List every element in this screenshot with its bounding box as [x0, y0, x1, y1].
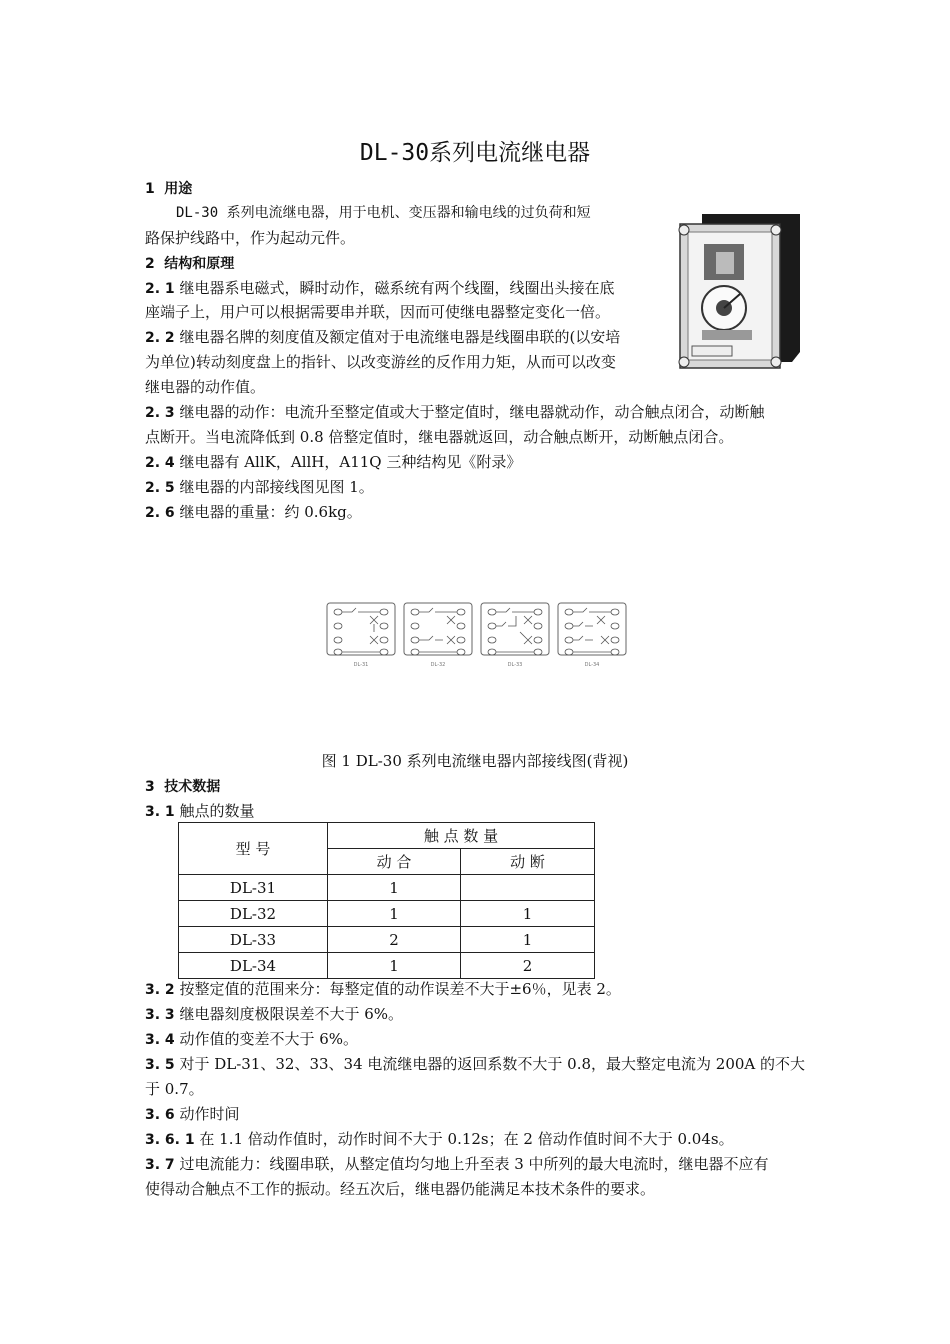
paragraph-line: 点断开。当电流降低到 0.8 倍整定值时，继电器就返回，动合触点断开，动断触点闭合。	[145, 428, 734, 446]
paragraph-line: 过电流能力：线圈串联，从整定值均匀地上升至表 3 中所列的最大电流时，继电器不应有	[174, 1155, 769, 1173]
clause-number: 2. 2	[145, 330, 175, 346]
table-header-no: 动 合	[328, 849, 461, 875]
paragraph-3-1	[145, 799, 254, 824]
paragraph-line: 座端子上，用户可以根据需要串并联，因而可使继电器整定变化一倍。	[145, 303, 611, 321]
table-row	[179, 927, 595, 953]
table-cell-model: DL-32	[179, 901, 328, 927]
section-1-heading	[145, 176, 192, 201]
clause-number: 2. 3	[145, 405, 175, 421]
table-header-model: 型 号	[179, 823, 328, 875]
paragraph-text: 按整定值的范围来分：每整定值的动作误差不大于±6％，见表 2。	[174, 980, 621, 998]
clause-number: 3. 6. 1	[145, 1132, 195, 1148]
document-title: DL-30系列电流继电器	[359, 140, 591, 166]
table-row	[179, 875, 595, 901]
paragraph-text: 继电器有 AllK，AllH，A11Q 三种结构见《附录》	[174, 453, 522, 471]
wiring-diagram-dl31	[326, 602, 396, 668]
paragraph-line: 继电器系电磁式，瞬时动作，磁系统有两个线圈，线圈出头接在底	[174, 279, 615, 297]
clause-number: 3. 5	[145, 1057, 175, 1073]
section-num: 3	[145, 779, 155, 795]
wiring-diagram-dl33	[480, 602, 550, 668]
table-cell-model: DL-33	[179, 927, 328, 953]
table-cell-model: DL-34	[179, 953, 328, 979]
clause-number: 3. 1	[145, 804, 175, 820]
section-title: 技术数据	[164, 779, 221, 795]
table-cell-nc: 1	[461, 927, 595, 953]
diagram-label: DL-33	[507, 662, 523, 668]
table-cell-no: 1	[328, 875, 461, 901]
paragraph-3-5	[145, 1052, 805, 1077]
wiring-diagram-dl34	[557, 602, 627, 668]
clause-number: 3. 4	[145, 1032, 175, 1048]
clause-number: 2. 5	[145, 480, 175, 496]
table-cell-no: 1	[328, 953, 461, 979]
table-cell-no: 1	[328, 901, 461, 927]
paragraph-2-6	[145, 500, 362, 525]
section-num: 1	[145, 181, 155, 197]
table-header-contacts: 触 点 数 量	[328, 823, 595, 849]
diagram-label: DL-31	[353, 662, 369, 668]
paragraph-line: 为单位)转动刻度盘上的指针、以改变游丝的反作用力矩，从而可以改变	[145, 353, 616, 371]
section-title: 用途	[164, 181, 193, 197]
paragraph-3-7	[145, 1152, 769, 1177]
section-title: 结构和原理	[164, 256, 235, 272]
paragraph-text: 在 1.1 倍动作值时，动作时间不大于 0.12s；在 2 倍动作值时间不大于 0.04s。	[194, 1130, 734, 1148]
clause-number: 2. 4	[145, 455, 175, 471]
paragraph-line: 路保护线路中，作为起动元件。	[145, 229, 356, 247]
relay-photo	[672, 212, 806, 372]
paragraph-text: 继电器的重量：约 0.6kg。	[174, 503, 362, 521]
clause-number: 3. 2	[145, 982, 175, 998]
clause-number: 3. 7	[145, 1157, 175, 1173]
table-row	[179, 953, 595, 979]
paragraph-text: 继电器的内部接线图见图 1。	[174, 478, 374, 496]
diagram-label: DL-32	[430, 662, 446, 668]
section-num: 2	[145, 256, 155, 272]
paragraph-3-4	[145, 1027, 358, 1052]
table-row	[179, 901, 595, 927]
clause-number: 3. 3	[145, 1007, 175, 1023]
paragraph-line: 继电器的动作：电流升至整定值或大于整定值时，继电器就动作，动合触点闭合，动断触	[174, 403, 765, 421]
paragraph-line: 对于 DL-31、32、33、34 电流继电器的返回系数不大于 0.8，最大整定电流为 200A 的不大	[174, 1055, 806, 1073]
clause-number: 2. 1	[145, 281, 175, 297]
table-header-nc: 动 断	[461, 849, 595, 875]
paragraph-line: 继电器名牌的刻度值及额定值对于电流继电器是线圈串联的(以安培	[174, 328, 621, 346]
paragraph-line: 使得动合触点不工作的振动。经五次后，继电器仍能满足本技术条件的要求。	[145, 1180, 656, 1198]
table-cell-model: DL-31	[179, 875, 328, 901]
table-cell-nc: 1	[461, 901, 595, 927]
table-cell-nc	[461, 875, 595, 901]
figure-caption: 图 1 DL-30 系列电流继电器内部接线图(背视)	[321, 752, 629, 770]
paragraph-text: 动作时间	[174, 1105, 240, 1123]
paragraph-2-4	[145, 450, 521, 475]
paragraph-3-6-1	[145, 1127, 734, 1152]
paragraph-line: 于 0.7。	[145, 1080, 204, 1098]
clause-number: 2. 6	[145, 505, 175, 521]
section-2-heading	[145, 251, 234, 276]
paragraph-3-6	[145, 1102, 239, 1127]
paragraph-3-3	[145, 1002, 403, 1027]
paragraph-2-1	[145, 276, 614, 301]
paragraph-2-2	[145, 325, 620, 350]
paragraph-text: 动作值的变差不大于 6%。	[174, 1030, 359, 1048]
clause-number: 3. 6	[145, 1107, 175, 1123]
contact-count-table	[178, 822, 595, 979]
paragraph-line: 继电器的动作值。	[145, 378, 266, 396]
paragraph-2-3	[145, 400, 764, 425]
diagram-label: DL-34	[584, 662, 600, 668]
table-cell-no: 2	[328, 927, 461, 953]
section-3-heading	[145, 774, 220, 799]
table-cell-nc: 2	[461, 953, 595, 979]
paragraph-2-5	[145, 475, 374, 500]
paragraph-text: 触点的数量	[174, 802, 255, 820]
paragraph-3-2	[145, 977, 621, 1002]
paragraph-line: DL-30 系列电流继电器，用于电机、变压器和输电线的过负荷和短	[176, 205, 591, 221]
wiring-diagram-dl32	[403, 602, 473, 668]
paragraph-text: 继电器刻度极限误差不大于 6%。	[174, 1005, 404, 1023]
